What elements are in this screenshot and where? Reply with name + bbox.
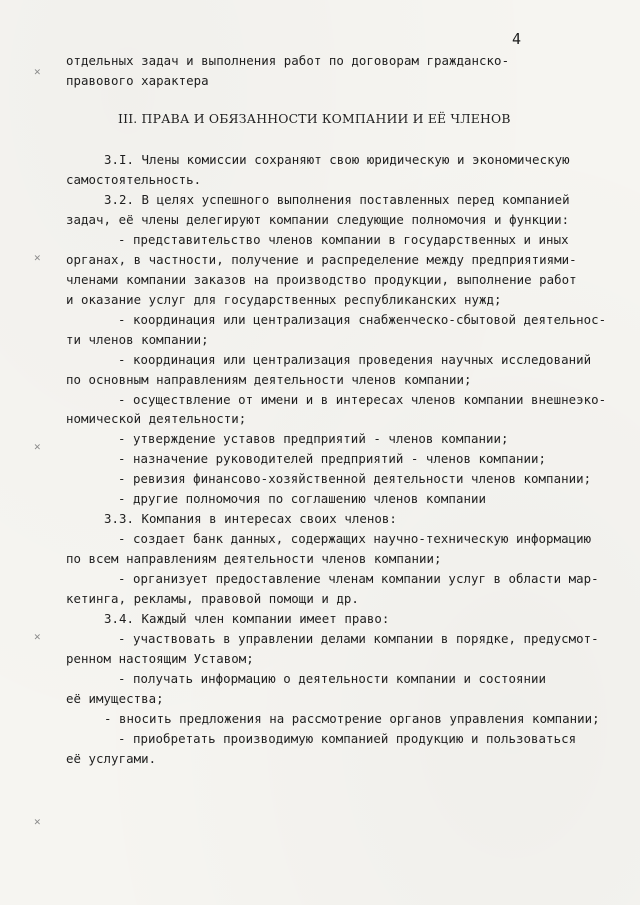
text-line: по всем направлениям деятельности членов компании; <box>66 551 442 566</box>
text-line: правового характера <box>66 73 209 88</box>
list-item: - вносить предложения на рассмотрение органов управления компании; <box>104 711 600 726</box>
list-item: - координация или централизация проведения научных исследований <box>118 352 592 367</box>
punch-hole-mark: ✕ <box>34 251 41 264</box>
text-line: и оказание услуг для государственных республиканских нужд; <box>66 292 502 307</box>
text-line: органах, в частности, получение и распределение между предприятиями- <box>66 252 577 267</box>
punch-hole-mark: ✕ <box>34 440 41 453</box>
text-line: 3.4. Каждый член компании имеет право: <box>104 611 390 626</box>
text-line: задач, её члены делегируют компании следующие полномочия и функции: <box>66 212 570 227</box>
text-line: самостоятельность. <box>66 172 202 187</box>
text-line: кетинга, рекламы, правовой помощи и др. <box>66 591 359 606</box>
text-line: 3.2. В целях успешного выполнения поставленных перед компанией <box>104 192 570 207</box>
page-number: 4 <box>512 30 522 48</box>
punch-hole-mark: ✕ <box>34 815 41 828</box>
text-line: 3.3. Компания в интересах своих членов: <box>104 511 397 526</box>
text-line: членами компании заказов на производство продукции, выполнение работ <box>66 272 577 287</box>
text-line: её услугами. <box>66 751 157 766</box>
text-line: по основным направлениям деятельности членов компании; <box>66 372 472 387</box>
list-item: - организует предоставление членам компании услуг в области мар- <box>118 571 599 586</box>
list-item: - координация или централизация снабженческо-сбытовой деятельнос- <box>118 312 607 327</box>
list-item: - осуществление от имени и в интересах членов компании внешнеэко- <box>118 392 607 407</box>
text-line: номической деятельности; <box>66 411 247 426</box>
list-item: - ревизия финансово-хозяйственной деятельности членов компании; <box>118 471 592 486</box>
list-item: - получать информацию о деятельности компании и состоянии <box>118 671 547 686</box>
text-line: отдельных задач и выполнения работ по договорам гражданско- <box>66 53 510 68</box>
punch-hole-mark: ✕ <box>34 630 41 643</box>
list-item: - назначение руководителей предприятий - членов компании; <box>118 451 547 466</box>
list-item: - приобретать производимую компанией продукцию и пользоваться <box>118 731 577 746</box>
list-item: - утверждение уставов предприятий - членов компании; <box>118 431 509 446</box>
list-item: - представительство членов компании в государственных и иных <box>118 232 569 247</box>
list-item: - другие полномочия по соглашению членов компании <box>118 491 486 506</box>
list-item: - создает банк данных, содержащих научно-техническую информацию <box>118 531 592 546</box>
section-heading: III. ПРАВА И ОБЯЗАННОСТИ КОМПАНИИ И ЕЁ ЧЛЕНОВ <box>118 111 511 126</box>
text-line: ти членов компании; <box>66 332 209 347</box>
punch-hole-mark: ✕ <box>34 65 41 78</box>
text-line: её имущества; <box>66 691 164 706</box>
text-line: ренном настоящим Уставом; <box>66 651 254 666</box>
text-line: 3.I. Члены комиссии сохраняют свою юридическую и экономическую <box>104 152 570 167</box>
list-item: - участвовать в управлении делами компании в порядке, предусмот- <box>118 631 599 646</box>
